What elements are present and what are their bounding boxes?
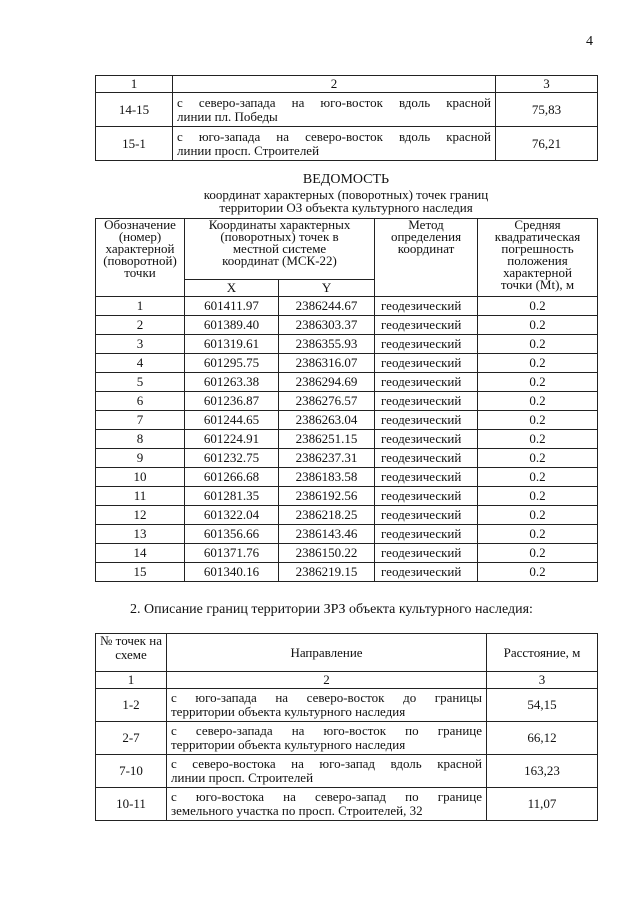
table-row: [96, 449, 598, 468]
point-number: 1: [96, 297, 185, 316]
method: геодезический: [375, 449, 478, 468]
segment-direction: [173, 93, 496, 127]
zrz-rows: [96, 689, 598, 821]
table-row: [96, 689, 598, 722]
coord-y: 2386219.15: [279, 563, 375, 582]
table-row: [96, 487, 598, 506]
accuracy: 0.2: [478, 354, 598, 373]
vedomost-heading: [95, 172, 597, 214]
header-line: Средняя: [514, 217, 561, 232]
header-line: Обозначение: [104, 217, 176, 232]
accuracy: 0.2: [478, 468, 598, 487]
table-header-row: [96, 634, 598, 672]
table-row: [96, 127, 598, 161]
segment-direction: [167, 755, 487, 788]
header-line: Метод: [408, 217, 444, 232]
zrz-boundary-table: [95, 633, 598, 821]
coord-y: 2386244.67: [279, 297, 375, 316]
header-line: координат: [397, 241, 455, 256]
accuracy-header: [478, 219, 598, 297]
table-row: [96, 788, 598, 821]
coord-x: 601281.35: [185, 487, 279, 506]
column-number-1: 1: [96, 672, 167, 689]
accuracy: 0.2: [478, 449, 598, 468]
segment-distance: 76,21: [496, 127, 598, 161]
coord-x: 601340.16: [185, 563, 279, 582]
point-number: 2: [96, 316, 185, 335]
method: геодезический: [375, 506, 478, 525]
column-number-1: 1: [96, 76, 173, 93]
direction-header: Направление: [167, 634, 487, 672]
page-number: 4: [586, 34, 593, 49]
coord-y: 2386143.46: [279, 525, 375, 544]
direction-line: линии пл. Победы: [177, 108, 278, 124]
accuracy: 0.2: [478, 487, 598, 506]
coord-x: 601371.76: [185, 544, 279, 563]
header-line: положения: [507, 253, 568, 268]
coord-x: 601244.65: [185, 411, 279, 430]
direction-line: линии просп. Строителей: [171, 770, 314, 785]
method: геодезический: [375, 373, 478, 392]
segment-id: 2-7: [96, 722, 167, 755]
table-row: [96, 354, 598, 373]
direction-line: территории объекта культурного наследия: [171, 704, 406, 719]
coord-y: 2386237.31: [279, 449, 375, 468]
vedomost-subtitle-line: координат характерных (поворотных) точек границ: [203, 187, 489, 202]
method: геодезический: [375, 468, 478, 487]
distance-header: Расстояние, м: [487, 634, 598, 672]
column-number-3: 3: [496, 76, 598, 93]
point-number: 12: [96, 506, 185, 525]
method: геодезический: [375, 563, 478, 582]
coordinates-table: [95, 218, 598, 582]
method: геодезический: [375, 430, 478, 449]
accuracy: 0.2: [478, 392, 598, 411]
method: геодезический: [375, 392, 478, 411]
segment-distance: 66,12: [487, 722, 598, 755]
coord-x: 601224.91: [185, 430, 279, 449]
header-line: точки: [124, 265, 156, 280]
coordinates-header: [185, 219, 375, 280]
boundary-table-continued: [95, 75, 598, 161]
method: геодезический: [375, 335, 478, 354]
header-line: (номер): [118, 229, 162, 244]
coord-y: 2386183.58: [279, 468, 375, 487]
table-row: [96, 373, 598, 392]
points-header: [96, 634, 167, 672]
direction-line: земельного участка по просп. Строителей, 32: [171, 803, 423, 818]
table-row: [96, 563, 598, 582]
segment-id: 1-2: [96, 689, 167, 722]
coord-y: 2386316.07: [279, 354, 375, 373]
direction-line: с северо-запада на юго-восток по границе: [171, 723, 482, 738]
column-number-2: 2: [173, 76, 496, 93]
coord-x: 601411.97: [185, 297, 279, 316]
point-number: 11: [96, 487, 185, 506]
table-row: [96, 297, 598, 316]
method: геодезический: [375, 487, 478, 506]
table-row: [96, 93, 598, 127]
point-number: 6: [96, 392, 185, 411]
coord-y: 2386303.37: [279, 316, 375, 335]
accuracy: 0.2: [478, 506, 598, 525]
section-2-title: 2. Описание границ территории ЗРЗ объекта культурного наследия:: [130, 602, 533, 617]
point-number: 3: [96, 335, 185, 354]
method: геодезический: [375, 297, 478, 316]
header-line: (поворотной): [103, 253, 177, 268]
direction-line: с юго-запада на северо-восток до границы: [171, 690, 482, 705]
point-number: 5: [96, 373, 185, 392]
segment-id: 15-1: [96, 127, 173, 161]
method: геодезический: [375, 411, 478, 430]
point-number-header: [96, 219, 185, 297]
coord-x: 601232.75: [185, 449, 279, 468]
accuracy: 0.2: [478, 563, 598, 582]
point-number: 9: [96, 449, 185, 468]
coord-x: 601322.04: [185, 506, 279, 525]
table-row: [96, 316, 598, 335]
method: геодезический: [375, 525, 478, 544]
table-row: [96, 392, 598, 411]
segment-distance: 163,23: [487, 755, 598, 788]
point-number: 14: [96, 544, 185, 563]
coord-y: 2386251.15: [279, 430, 375, 449]
segment-id: 7-10: [96, 755, 167, 788]
coord-x: 601266.68: [185, 468, 279, 487]
column-number-3: 3: [487, 672, 598, 689]
method: геодезический: [375, 316, 478, 335]
accuracy: 0.2: [478, 430, 598, 449]
table-row: [96, 544, 598, 563]
header-line: Координаты характерных: [208, 217, 351, 232]
coord-y: 2386150.22: [279, 544, 375, 563]
accuracy: 0.2: [478, 525, 598, 544]
accuracy: 0.2: [478, 544, 598, 563]
header-line: точки (Mt), м: [500, 277, 575, 292]
accuracy: 0.2: [478, 316, 598, 335]
segment-distance: 54,15: [487, 689, 598, 722]
table-number-row: [96, 672, 598, 689]
header-line: схеме: [115, 647, 147, 662]
segment-distance: 75,83: [496, 93, 598, 127]
coord-x: 601236.87: [185, 392, 279, 411]
header-line: характерной: [105, 241, 175, 256]
accuracy: 0.2: [478, 297, 598, 316]
table-row: [96, 335, 598, 354]
coord-x: 601389.40: [185, 316, 279, 335]
point-number: 8: [96, 430, 185, 449]
coord-y: 2386355.93: [279, 335, 375, 354]
direction-line: с юго-запада на северо-восток вдоль красной: [177, 128, 491, 144]
segment-direction: [167, 722, 487, 755]
column-number-2: 2: [167, 672, 487, 689]
direction-line: с северо-запада на юго-восток вдоль красной: [177, 94, 491, 110]
header-line: квадратическая: [494, 229, 581, 244]
table-row: [96, 506, 598, 525]
table-header-row: [96, 76, 598, 93]
direction-line: с северо-востока на юго-запад вдоль красной: [171, 756, 482, 771]
segment-direction: [167, 689, 487, 722]
point-number: 7: [96, 411, 185, 430]
accuracy: 0.2: [478, 373, 598, 392]
header-line: координат (МСК-22): [222, 253, 337, 268]
coord-x: 601263.38: [185, 373, 279, 392]
coord-y: 2386294.69: [279, 373, 375, 392]
coord-y: 2386276.57: [279, 392, 375, 411]
segment-direction: [167, 788, 487, 821]
header-line: определения: [390, 229, 462, 244]
segment-id: 10-11: [96, 788, 167, 821]
method-header: [375, 219, 478, 297]
header-line: характерной: [503, 265, 572, 280]
coord-x: 601319.61: [185, 335, 279, 354]
header-line: погрешность: [501, 241, 574, 256]
table-row: [96, 755, 598, 788]
header-line: № точек на: [100, 633, 162, 648]
vedomost-subtitle-line: территории ОЗ объекта культурного наследия: [219, 200, 473, 215]
table-row: [96, 411, 598, 430]
table-row: [96, 468, 598, 487]
table-row: [96, 430, 598, 449]
method: геодезический: [375, 544, 478, 563]
point-number: 4: [96, 354, 185, 373]
vedomost-title: ВЕДОМОСТЬ: [302, 172, 390, 187]
point-number: 13: [96, 525, 185, 544]
direction-line: территории объекта культурного наследия: [171, 737, 406, 752]
segment-direction: [173, 127, 496, 161]
coord-x: 601295.75: [185, 354, 279, 373]
table-row: [96, 525, 598, 544]
segment-distance: 11,07: [487, 788, 598, 821]
coord-y: 2386192.56: [279, 487, 375, 506]
accuracy: 0.2: [478, 411, 598, 430]
point-number: 10: [96, 468, 185, 487]
table-row: [96, 722, 598, 755]
segment-id: 14-15: [96, 93, 173, 127]
coord-y: 2386263.04: [279, 411, 375, 430]
direction-line: с юго-востока на северо-запад по границе: [171, 789, 482, 804]
method: геодезический: [375, 354, 478, 373]
header-line: (поворотных) точек в: [220, 229, 339, 244]
accuracy: 0.2: [478, 335, 598, 354]
coordinates-rows: [96, 297, 598, 582]
y-header: Y: [279, 280, 375, 297]
x-header: X: [185, 280, 279, 297]
point-number: 15: [96, 563, 185, 582]
header-line: местной системе: [232, 241, 327, 256]
coord-y: 2386218.25: [279, 506, 375, 525]
coord-x: 601356.66: [185, 525, 279, 544]
table-header-row: [96, 219, 598, 280]
direction-line: линии просп. Строителей: [177, 142, 320, 158]
